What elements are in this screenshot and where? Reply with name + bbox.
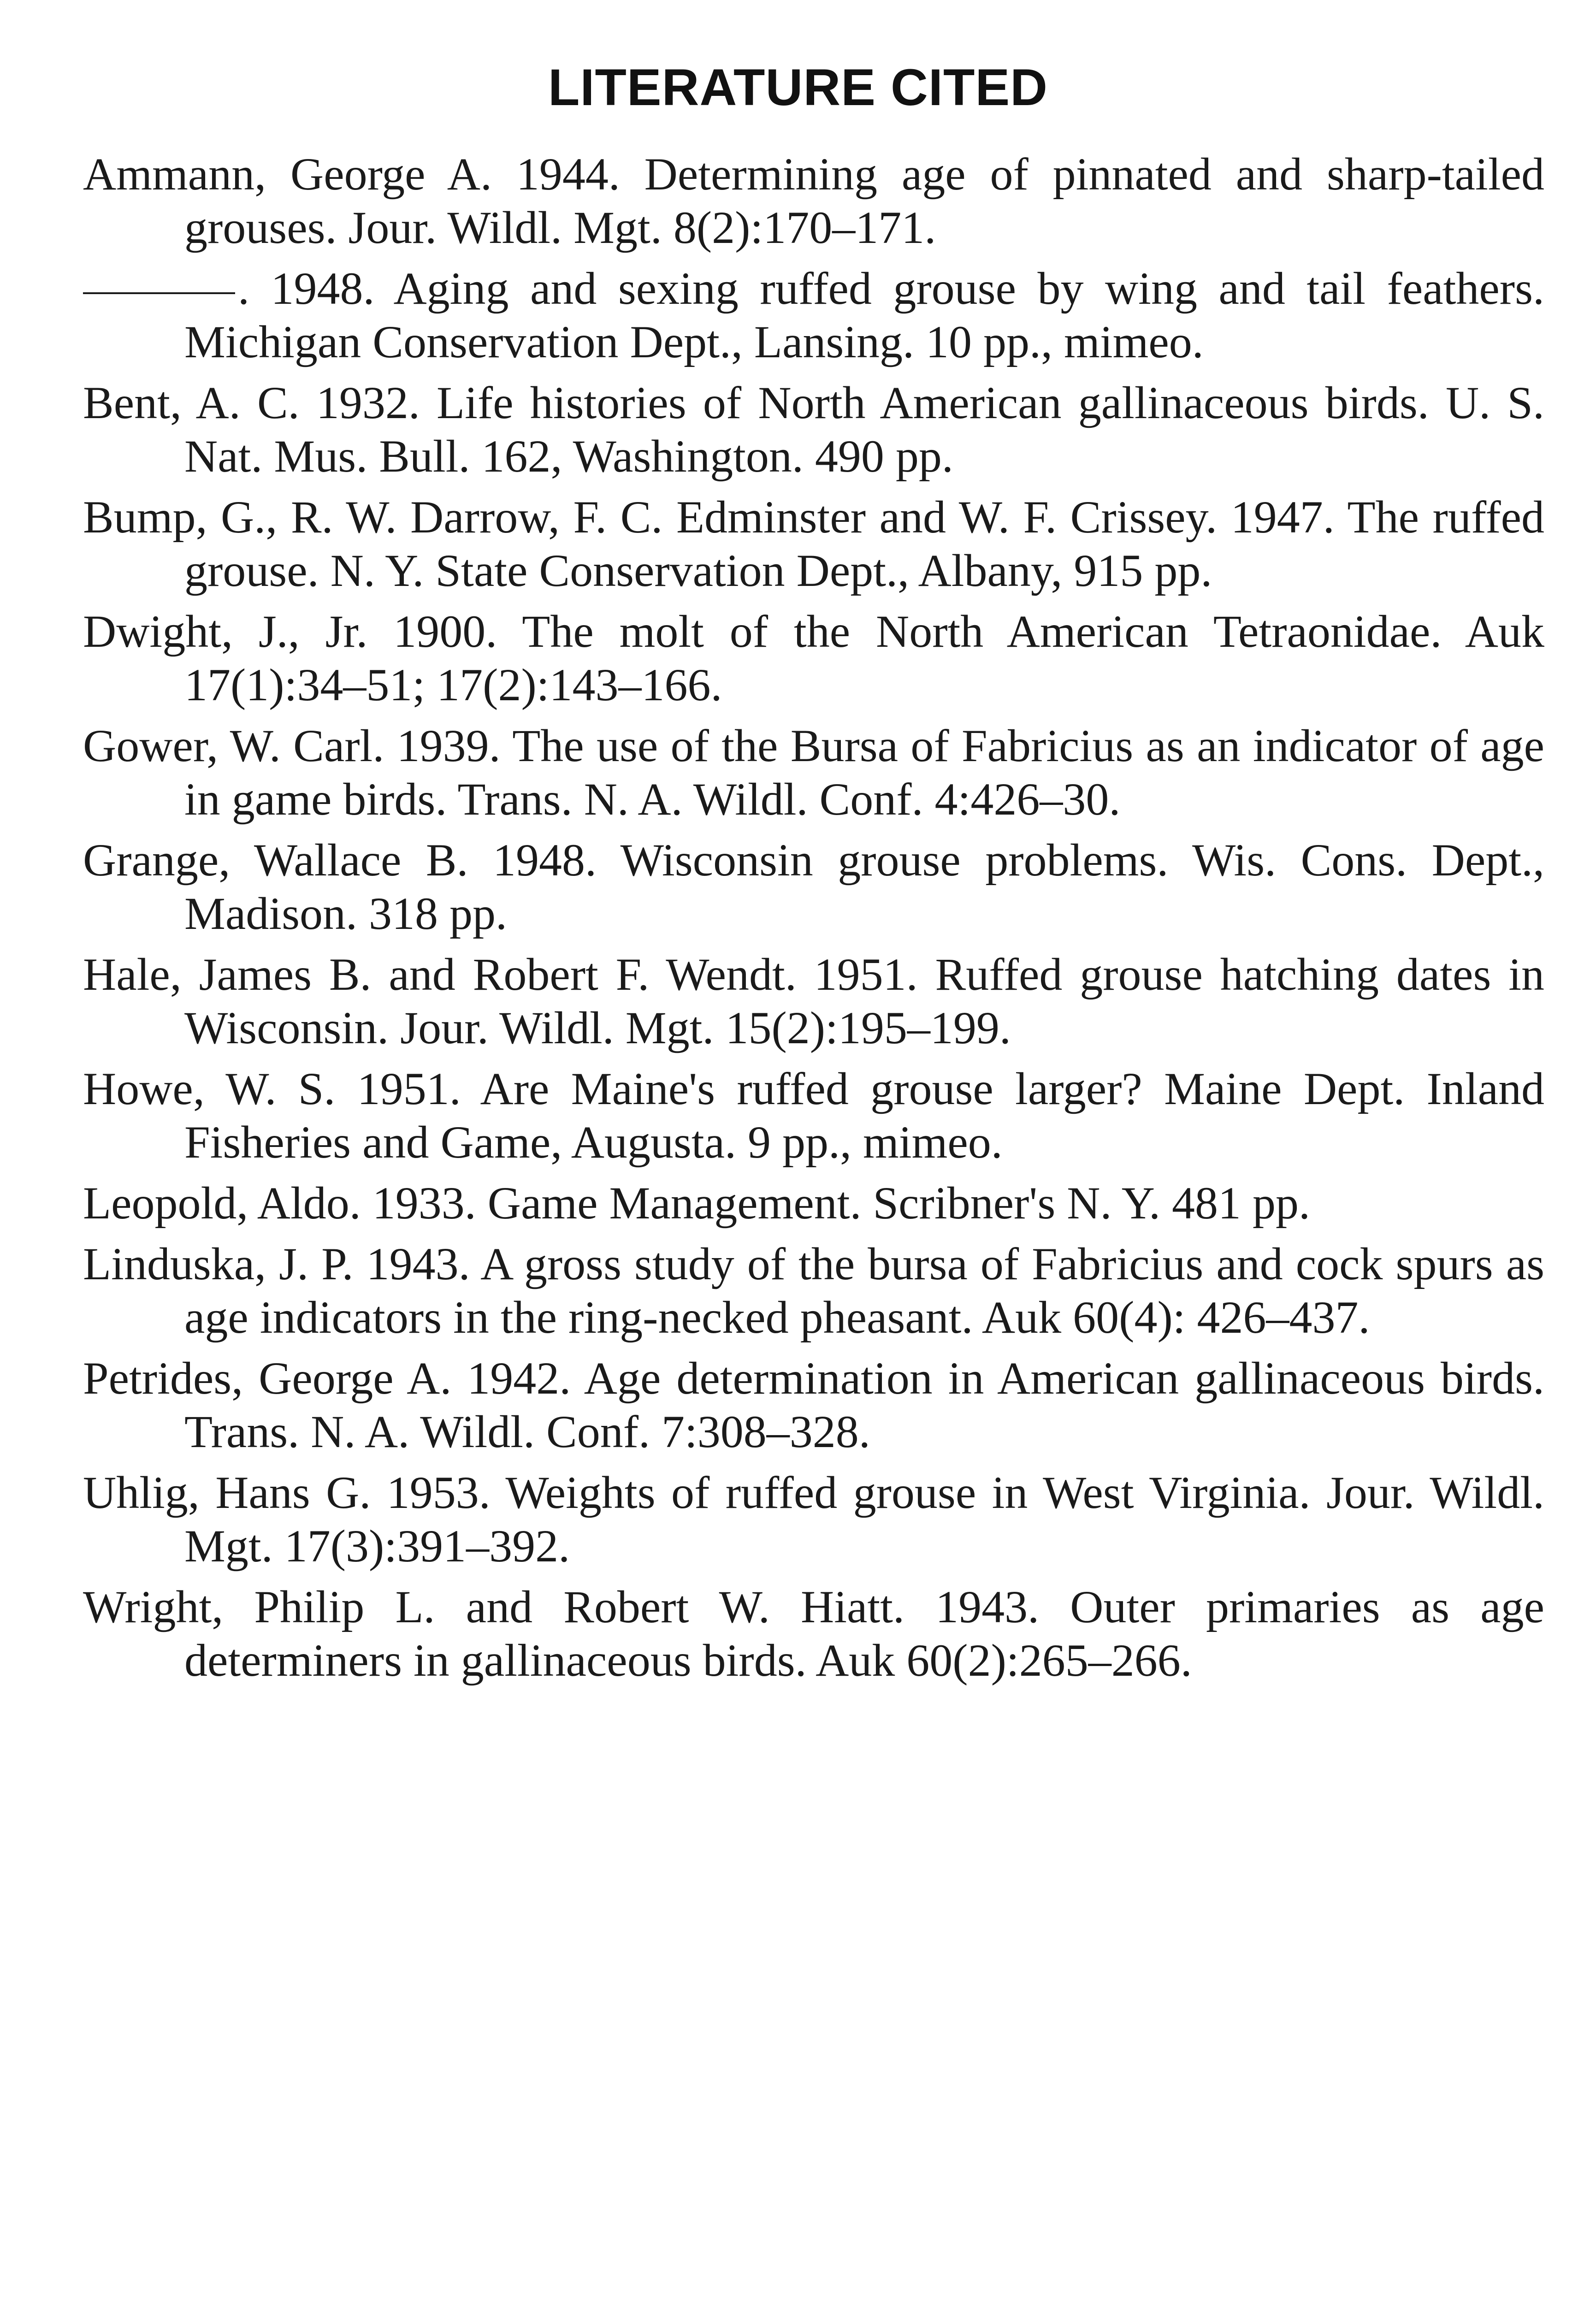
page-title: LITERATURE CITED [548, 59, 1048, 116]
reference-item [83, 605, 1544, 712]
reference-text: Petrides, George A. 1942. Age determination in American gallinaceous birds. Trans. N. A. Wildl. Conf. 7:308–328. [83, 1353, 1544, 1457]
reference-text: Dwight, J., Jr. 1900. The molt of the North American Tetraonidae. Auk 17(1):34–51; 17(2):143–166. [83, 606, 1544, 710]
reference-item [83, 376, 1544, 483]
reference-item [83, 491, 1544, 597]
reference-list [83, 148, 1544, 1695]
reference-text: Gower, W. Carl. 1939. The use of the Bursa of Fabricius as an indicator of age in game birds. Trans. N. A. Wildl. Conf. 4:426–30. [83, 720, 1544, 825]
reference-text: Uhlig, Hans G. 1953. Weights of ruffed grouse in West Virginia. Jour. Wildl. Mgt. 17(3):391–392. [83, 1467, 1544, 1572]
reference-item [83, 1237, 1544, 1344]
reference-item [83, 719, 1544, 826]
ditto-dash [83, 292, 235, 294]
reference-text: Linduska, J. P. 1943. A gross study of the bursa of Fabricius and cock spurs as age indicators in the ring-necked pheasant. Auk 60(4): 426–437. [83, 1238, 1544, 1343]
reference-item [83, 1580, 1544, 1687]
reference-text: Leopold, Aldo. 1933. Game Management. Scribner's N. Y. 481 pp. [83, 1177, 1311, 1229]
reference-text: Grange, Wallace B. 1948. Wisconsin grouse problems. Wis. Cons. Dept., Madison. 318 pp. [83, 834, 1544, 939]
reference-text: Hale, James B. and Robert F. Wendt. 1951. Ruffed grouse hatching dates in Wisconsin. Jour. Wildl. Mgt. 15(2):195–199. [83, 949, 1544, 1053]
reference-text: Ammann, George A. 1944. Determining age of pinnated and sharp-tailed grouses. Jour. Wildl. Mgt. 8(2):170–171. [83, 148, 1544, 253]
reference-item [83, 1176, 1544, 1230]
reference-item [83, 1352, 1544, 1459]
reference-item [83, 1466, 1544, 1573]
reference-text: Wright, Philip L. and Robert W. Hiatt. 1943. Outer primaries as age determiners in gallinaceous birds. Auk 60(2):265–266. [83, 1581, 1544, 1686]
reference-item [83, 262, 1544, 369]
reference-item [83, 148, 1544, 254]
reference-text: Bump, G., R. W. Darrow, F. C. Edminster and W. F. Crissey. 1947. The ruffed grouse. N. Y. State Conservation Dept., Albany, 915 pp. [83, 491, 1544, 596]
reference-item [83, 833, 1544, 940]
reference-text: Howe, W. S. 1951. Are Maine's ruffed grouse larger? Maine Dept. Inland Fisheries and Game, Augusta. 9 pp., mimeo. [83, 1063, 1544, 1168]
reference-item [83, 948, 1544, 1055]
reference-text: Bent, A. C. 1932. Life histories of North American gallinaceous birds. U. S. Nat. Mus. Bull. 162, Washington. 490 pp. [83, 377, 1544, 482]
reference-text: . 1948. Aging and sexing ruffed grouse by wing and tail feathers. Michigan Conservation Dept., Lansing. 10 pp., mimeo. [184, 263, 1544, 367]
reference-item [83, 1062, 1544, 1169]
